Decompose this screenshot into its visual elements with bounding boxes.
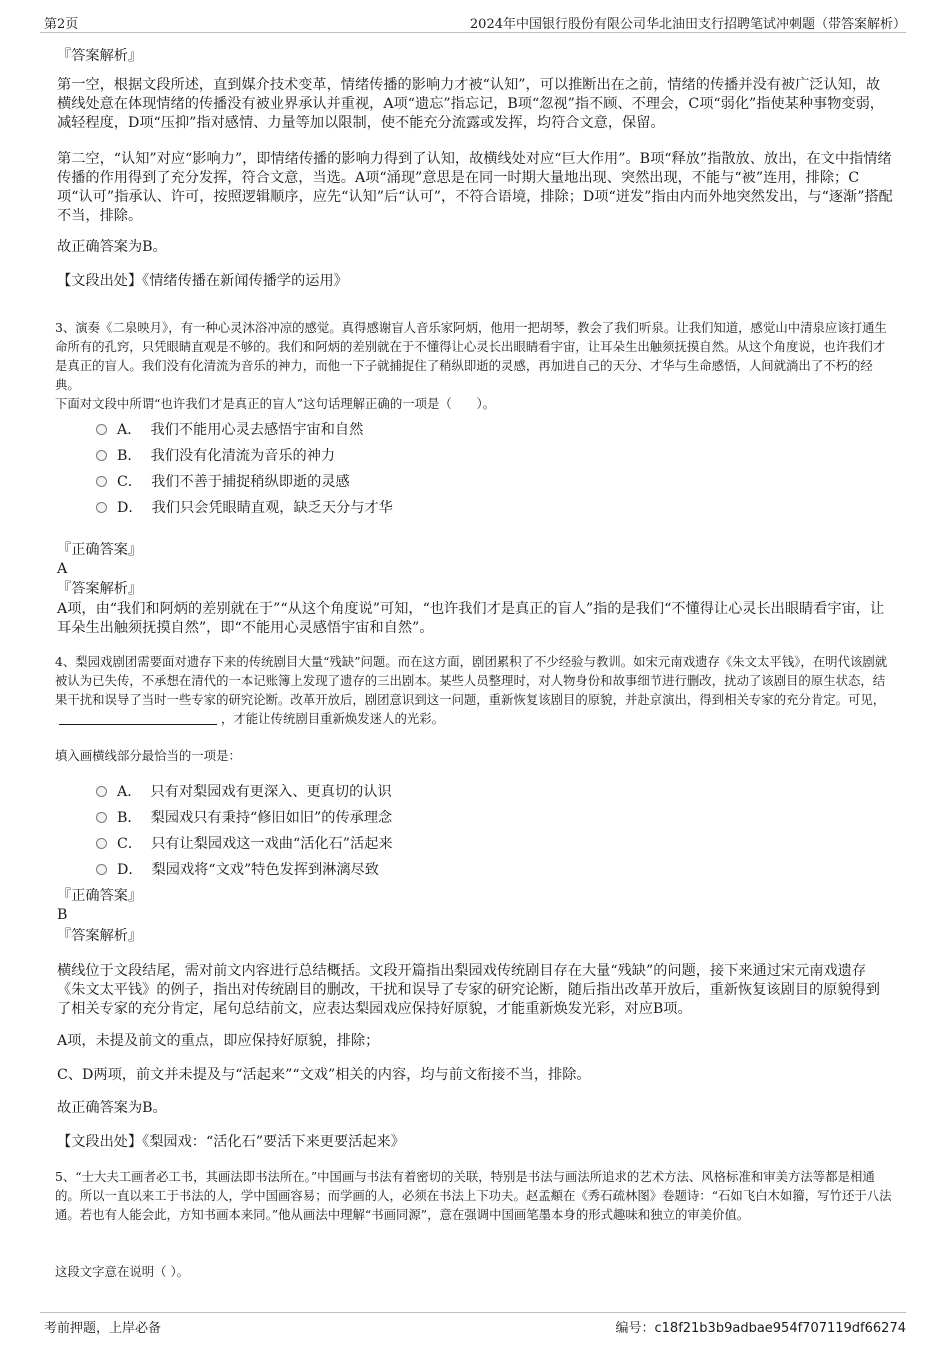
q4-stem bbox=[55, 652, 895, 728]
radio-icon[interactable] bbox=[96, 864, 107, 875]
q4-correct-label: 『正确答案』 bbox=[57, 888, 143, 904]
radio-icon[interactable] bbox=[96, 450, 107, 461]
q4-option-b[interactable] bbox=[96, 808, 392, 828]
answer-blank bbox=[59, 711, 217, 725]
q4-analysis-para2: A项，未提及前文的重点，即应保持好原貌，排除； bbox=[57, 1033, 380, 1049]
q4-option-a[interactable] bbox=[96, 782, 392, 802]
q2-analysis-para1: 第一空，根据文段所述，直到媒介技术变革，情绪传播的影响力才被“认知”，可以推断出在之前，情绪的传播并没有被广泛认知，故横线处意在体现情绪的传播没有被业界承认并重视，A项“遗忘”指忘记，B项“忽视”指不顾、不理会，C项“弱化”指使某种事物变弱，减轻程度，D项“压抑”指对感情、力量等加以限制，使不能充分流露或发挥，均符合文意，保留。 bbox=[57, 77, 884, 131]
q4-correct-answer: B bbox=[57, 907, 68, 923]
option-key: D． bbox=[117, 862, 143, 878]
option-text: 我们不善于捕捉稍纵即逝的灵感 bbox=[151, 474, 350, 490]
option-text: 我们不能用心灵去感悟宇宙和自然 bbox=[150, 422, 364, 438]
page-header bbox=[40, 10, 906, 33]
page-footer bbox=[40, 1312, 906, 1339]
footer-slogan: 考前押题，上岸必备 bbox=[44, 1321, 162, 1336]
q2-analysis-para2: 第二空，“认知”对应“影响力”，即情绪传播的影响力得到了认知，故横线处对应“巨大作用”。B项“释放”指散放、放出，在文中指情绪传播的作用得到了充分发挥，符合文意，当选。A项“涌现”意思是在同一时期大量地出现、突然出现，不能与“被”连用，排除；C项“认可”指承认、许可，按照逻辑顺序，应先“认知”后“认可”，不符合语境，排除；D项“迸发”指由内而外地突然发出，与“逐渐”搭配不当，排除。 bbox=[57, 151, 893, 224]
option-key: B． bbox=[117, 810, 142, 826]
q4-analysis-para1: 横线位于文段结尾，需对前文内容进行总结概括。文段开篇指出梨园戏传统剧目存在大量“残缺”的问题，接下来通过宋元南戏遗存《朱文太平钱》的例子，指出对传统剧目的删改，干扰和误导了专家的研究论断，随后指出改革开放后，重新恢复该剧目的原貌得到了相关专家的充分肯定，尾句总结前文，应表达梨园戏应保持好原貌，才能重新焕发光彩，对应B项。 bbox=[57, 963, 880, 1017]
option-key: C． bbox=[117, 836, 143, 852]
q3-analysis: A项，由“我们和阿炳的差别就在于”“从这个角度说”可知，“也许我们才是真正的盲人”指的是我们“不懂得让心灵长出眼睛看宇宙，让耳朵生出触须抚摸自然”，即“不能用心灵感悟宇宙和自然”。 bbox=[57, 601, 885, 636]
option-text: 我们只会凭眼睛直观，缺乏天分与才华 bbox=[151, 500, 393, 516]
option-text: 梨园戏只有秉持“修旧如旧”的传承理念 bbox=[150, 810, 393, 826]
q3-correct-answer: A bbox=[57, 561, 68, 577]
option-text: 梨园戏将“文戏”特色发挥到淋漓尽致 bbox=[151, 862, 379, 878]
q3-prompt: 下面对文段中所谓“也许我们才是真正的盲人”这句话理解正确的一项是（ ）。 bbox=[55, 396, 496, 411]
q3-stem: 3、演奏《二泉映月》，有一种心灵沐浴冲凉的感觉。真得感谢盲人音乐家阿炳，他用一把胡琴，教会了我们听泉。让我们知道，感觉山中清泉应该打通生命所有的孔窍，只凭眼睛直观是不够的。我们和阿炳的差别就在于不懂得让心灵长出眼睛看宇宙，让耳朵生出触须抚摸自然。从这个角度说，也许我们才是真正的盲人。我们没有化清流为音乐的神力，而他一下子就捕捉住了稍纵即逝的灵感，再加进自己的天分、才华与生命感悟，人间就淌出了不朽的经典。 bbox=[55, 320, 887, 392]
option-key: A． bbox=[117, 784, 142, 800]
q4-prompt: 填入画横线部分最恰当的一项是： bbox=[55, 748, 241, 763]
option-key: C． bbox=[117, 474, 143, 490]
option-key: D． bbox=[117, 500, 143, 516]
q4-stem-after: ，才能让传统剧目重新焕发迷人的光彩。 bbox=[221, 711, 445, 726]
q4-option-c[interactable] bbox=[96, 834, 393, 854]
q5-prompt: 这段文字意在说明（ ）。 bbox=[55, 1264, 190, 1279]
radio-icon[interactable] bbox=[96, 812, 107, 823]
q4-analysis-label: 『答案解析』 bbox=[57, 928, 143, 944]
option-text: 我们没有化清流为音乐的神力 bbox=[150, 448, 336, 464]
q3-analysis-label: 『答案解析』 bbox=[57, 581, 143, 597]
option-text: 只有对梨园戏有更深入、更真切的认识 bbox=[150, 784, 392, 800]
document-title: 2024年中国银行股份有限公司华北油田支行招聘笔试冲刺题（带答案解析） bbox=[469, 17, 906, 32]
q2-analysis-label: 『答案解析』 bbox=[57, 48, 143, 64]
q4-stem-before: 4、梨园戏剧团需要面对遗存下来的传统剧目大量“残缺”问题。而在这方面，剧团累积了不少经验与教训。如宋元南戏遗存《朱文太平钱》，在明代该剧就被认为已失传，不承想在清代的一本记账簿上发现了遗存的三出剧本。某些人员整理时，对人物身份和故事细节进行删改，扰动了该剧目的原生状态，结果干扰和误导了当时一些专家的研究论断。改革开放后，剧团意识到这一问题，重新恢复该剧目的原貌，并赴京演出，得到相关专家的充分肯定。可见， bbox=[55, 654, 888, 707]
option-key: B． bbox=[117, 448, 142, 464]
q3-correct-label: 『正确答案』 bbox=[57, 542, 143, 558]
q4-option-d[interactable] bbox=[96, 860, 379, 880]
q4-analysis-para3: C、D两项，前文并未提及与“活起来”“文戏”相关的内容，均与前文衔接不当，排除。 bbox=[57, 1067, 591, 1083]
radio-icon[interactable] bbox=[96, 502, 107, 513]
q3-option-a[interactable] bbox=[96, 420, 363, 440]
radio-icon[interactable] bbox=[96, 786, 107, 797]
q4-conclusion: 故正确答案为B。 bbox=[57, 1100, 167, 1116]
q3-option-c[interactable] bbox=[96, 472, 350, 492]
option-text: 只有让梨园戏这一戏曲“活化石”活起来 bbox=[151, 836, 393, 852]
option-key: A． bbox=[117, 422, 142, 438]
q2-conclusion: 故正确答案为B。 bbox=[57, 239, 167, 255]
q3-option-b[interactable] bbox=[96, 446, 335, 466]
q3-option-d[interactable] bbox=[96, 498, 393, 518]
q2-source: 【文段出处】《情绪传播在新闻传播学的运用》 bbox=[57, 273, 348, 289]
document-id: 编号：c18f21b3b9adbae954f707119df66274 bbox=[615, 1321, 906, 1336]
page-number: 第2页 bbox=[44, 17, 79, 32]
radio-icon[interactable] bbox=[96, 476, 107, 487]
radio-icon[interactable] bbox=[96, 838, 107, 849]
radio-icon[interactable] bbox=[96, 424, 107, 435]
q5-stem: 5、“士大夫工画者必工书，其画法即书法所在。”中国画与书法有着密切的关联，特别是书法与画法所追求的艺术方法、风格标准和审美方法等都是相通的。所以一直以来工于书法的人，学中国画容易；而学画的人，必须在书法上下功夫。赵孟頫在《秀石疏林图》卷题诗：“石如飞白木如籀，写竹还于八法通。若也有人能会此，方知书画本来同。”他从画法中理解“书画同源”，意在强调中国画笔墨本身的形式趣味和独立的审美价值。 bbox=[55, 1169, 892, 1222]
q4-source: 【文段出处】《梨园戏：“活化石”要活下来更要活起来》 bbox=[57, 1134, 405, 1150]
